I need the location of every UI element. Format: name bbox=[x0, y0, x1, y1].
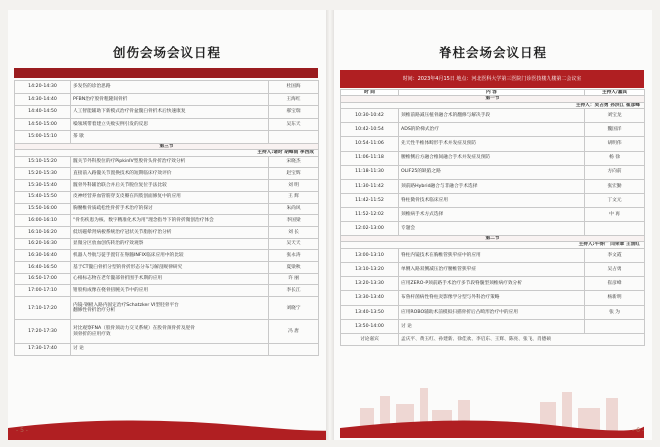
row-speaker: 杜国海 bbox=[269, 81, 319, 94]
row-topic: 髋骨外科辅治联合并后关节脱位复位手法比较 bbox=[71, 180, 269, 192]
row-time: 17:00-17:10 bbox=[15, 285, 71, 297]
row-topic: ADS的阶梯式治疗 bbox=[399, 123, 585, 137]
right-page bbox=[334, 10, 652, 440]
row-speaker: 李国梁 bbox=[269, 215, 319, 227]
row-time: 10:54-11:06 bbox=[341, 137, 399, 151]
row-speaker: 吴占勇 bbox=[585, 263, 645, 277]
schedule-row bbox=[15, 168, 319, 180]
schedule-row bbox=[15, 285, 319, 297]
row-speaker: 朱尚风 bbox=[269, 203, 319, 215]
schedule-row bbox=[15, 343, 319, 355]
row-speaker: 崔彦峰 bbox=[585, 277, 645, 291]
header-bar bbox=[14, 68, 318, 78]
schedule-row bbox=[341, 179, 645, 193]
row-speaker: 刘 长 bbox=[269, 226, 319, 238]
row-topic: PFBN治疗股骨粗隆间骨折 bbox=[71, 93, 269, 106]
page-number: - 5 - bbox=[16, 427, 28, 434]
row-topic: OLIF25的缺陷之路 bbox=[399, 165, 585, 179]
schedule-row bbox=[15, 250, 319, 262]
schedule-row bbox=[15, 238, 319, 250]
row-topic: 机器人导航与徒手置钉在脊髓INFIX临床应用中的比较 bbox=[71, 250, 269, 262]
row-speaker bbox=[269, 131, 319, 144]
row-topic: 内镜-钢板入路内固定治疗Schatzker VI型胫骨平台 翻修性骨折治疗分析 bbox=[71, 297, 269, 320]
row-topic: 颈椎病手术方式选择 bbox=[399, 207, 585, 221]
col-header-content: 内 容 bbox=[399, 90, 585, 96]
row-time: 11:30-11:42 bbox=[341, 179, 399, 193]
row-time: 12:02-13:00 bbox=[341, 221, 399, 235]
row-speaker: 刘宝龙 bbox=[585, 109, 645, 123]
decorative-swoosh bbox=[8, 410, 326, 440]
row-speaker: 张 为 bbox=[585, 305, 645, 319]
row-topic: 对比观察FNA（股骨颈动力交叉系统）在股骨颈骨折及胫骨 颈骨折的应用疗效 bbox=[71, 320, 269, 343]
discussion-label: 讨论嘉宾 bbox=[341, 334, 399, 346]
row-time: 16:20-16:30 bbox=[15, 238, 71, 250]
row-speaker bbox=[585, 319, 645, 333]
row-time: 13:30-13:40 bbox=[341, 291, 399, 305]
row-topic: 先天性半椎体畸形手术并发症及预防 bbox=[399, 137, 585, 151]
row-topic: 直接前入路髋关节置换技术的短期临床疗效评价 bbox=[71, 168, 269, 180]
row-topic: 胸腰椎骨质疏松性骨折手术治疗的探讨 bbox=[71, 203, 269, 215]
row-speaker: 夏梁秋 bbox=[269, 261, 319, 273]
row-time: 10:42-10:54 bbox=[341, 123, 399, 137]
row-time: 17:20-17:30 bbox=[15, 320, 71, 343]
row-topic: 颈前路Hybrid融合与非融合手术选择 bbox=[399, 179, 585, 193]
schedule-row bbox=[341, 165, 645, 179]
section-chairs: 主持人:诸时 胡峰雨 李西成 bbox=[15, 150, 319, 156]
schedule-row bbox=[15, 93, 319, 106]
venue-banner bbox=[340, 70, 644, 88]
schedule-row bbox=[15, 106, 319, 119]
row-speaker: 宋晓杰 bbox=[269, 156, 319, 168]
row-speaker: 王海红 bbox=[269, 93, 319, 106]
schedule-row bbox=[341, 151, 645, 165]
row-time: 13:00-13:10 bbox=[341, 248, 399, 262]
row-time: 14:30-14:40 bbox=[15, 93, 71, 106]
schedule-row bbox=[15, 320, 319, 343]
schedule-row bbox=[341, 248, 645, 262]
row-topic: 专题会 bbox=[399, 221, 585, 235]
section-chairs: 主持人:牛得广 闫荣章 王清红 bbox=[341, 242, 645, 248]
row-time: 14:40-14:50 bbox=[15, 106, 71, 119]
row-topic: 应用ROBO辅助术前模拟扫描骨折后凸畸形治疗中的应用 bbox=[399, 305, 585, 319]
row-speaker: 胡明伟 bbox=[585, 137, 645, 151]
row-speaker: 李文霞 bbox=[585, 248, 645, 262]
row-speaker: 吴天天 bbox=[269, 238, 319, 250]
left-page bbox=[8, 10, 326, 440]
row-time: 14:20-14:30 bbox=[15, 81, 71, 94]
row-time: 16:40-16:50 bbox=[15, 261, 71, 273]
section-heading: 第二节 bbox=[341, 236, 645, 242]
schedule-row bbox=[15, 118, 319, 131]
schedule-row bbox=[15, 215, 319, 227]
section-heading: 第一节 bbox=[341, 96, 645, 102]
row-time: 16:00-16:10 bbox=[15, 215, 71, 227]
row-speaker: 杨 徐 bbox=[585, 151, 645, 165]
schedule-row bbox=[341, 193, 645, 207]
row-speaker bbox=[585, 221, 645, 235]
row-speaker bbox=[269, 343, 319, 355]
schedule-row bbox=[341, 277, 645, 291]
row-speaker: 刘 明 bbox=[269, 180, 319, 192]
schedule-row bbox=[341, 207, 645, 221]
row-speaker: 魏国洋 bbox=[585, 123, 645, 137]
row-speaker: 赵宝辉 bbox=[269, 168, 319, 180]
page-title-trauma: 创伤会场会议日程 bbox=[112, 45, 221, 60]
spine-schedule-table bbox=[340, 89, 645, 346]
schedule-row bbox=[15, 81, 319, 94]
row-time: 13:40-13:50 bbox=[341, 305, 399, 319]
row-time: 11:42-11:52 bbox=[341, 193, 399, 207]
decorative-skyline bbox=[340, 378, 644, 438]
row-speaker: 王 辉 bbox=[269, 191, 319, 203]
schedule-row bbox=[341, 109, 645, 123]
row-topic: 低切磁晕肾病板系统治疗冠状关节脂肪疗治分析 bbox=[71, 226, 269, 238]
row-topic: 钳股构成像在桡骨扭腕关节中的应用 bbox=[71, 285, 269, 297]
schedule-row bbox=[15, 261, 319, 273]
row-topic: 布鲁杆菌病性脊柱炎影像学分型与外科治疗策略 bbox=[399, 291, 585, 305]
row-speaker: 方向前 bbox=[585, 165, 645, 179]
venue-banner-text: 时间：2023年4月15日 地点：河北医科大学第三医院门诊医技楼九楼第二会议室 bbox=[402, 76, 582, 82]
section-heading: 第三节 bbox=[15, 143, 319, 149]
discussion-guests: 孟庆平、黄玉红、孙建新、徐佳欢、李启东、王辉、陈亮、张飞、肖德硕 bbox=[399, 334, 645, 346]
row-speaker: 张永涛 bbox=[269, 250, 319, 262]
row-time: 15:10-15:20 bbox=[15, 156, 71, 168]
col-header-speaker: 主持人/嘉宾 bbox=[585, 90, 645, 96]
schedule-row bbox=[15, 203, 319, 215]
schedule-row bbox=[15, 273, 319, 285]
row-speaker: 李长江 bbox=[269, 285, 319, 297]
row-speaker: 吴东天 bbox=[269, 118, 319, 131]
row-time: 15:20-15:30 bbox=[15, 168, 71, 180]
row-time: 15:30-15:40 bbox=[15, 180, 71, 192]
row-time: 16:30-16:40 bbox=[15, 250, 71, 262]
row-time: 16:10-16:20 bbox=[15, 226, 71, 238]
row-topic: 脊柱微骨技术临床应用 bbox=[399, 193, 585, 207]
schedule-row bbox=[341, 137, 645, 151]
row-topic: 髋关节外科股位的疗PipkinIV型股骨头骨折治疗效分析 bbox=[71, 156, 269, 168]
row-time: 13:50-14:00 bbox=[341, 319, 399, 333]
schedule-row bbox=[341, 263, 645, 277]
row-time: 14:50-15:00 bbox=[15, 118, 71, 131]
row-topic: 茶 歇 bbox=[71, 131, 269, 144]
row-speaker: 刘晓宁 bbox=[269, 297, 319, 320]
schedule-row bbox=[15, 297, 319, 320]
row-speaker: 中 再 bbox=[585, 207, 645, 221]
schedule-row bbox=[341, 221, 645, 235]
schedule-row bbox=[341, 305, 645, 319]
schedule-row bbox=[15, 191, 319, 203]
row-topic: 基于CT髋臼骨折分型的骨折形态分布与解剖规律研究 bbox=[71, 261, 269, 273]
page-number: - 6 - bbox=[632, 427, 644, 434]
row-speaker: 许 丽 bbox=[269, 273, 319, 285]
row-topic: 噪领域带着建立失败实例引发的反思 bbox=[71, 118, 269, 131]
schedule-row bbox=[341, 123, 645, 137]
row-topic: “骨伤疾患为核、数字精准化术为用”理念指导下的骨折微创治疗体会 bbox=[71, 215, 269, 227]
row-time: 13:20-13:30 bbox=[341, 277, 399, 291]
row-time: 17:10-17:20 bbox=[15, 297, 71, 320]
schedule-row bbox=[341, 319, 645, 333]
row-topic: 脊柱内镜技术在胸椎管狭窄症中的应用 bbox=[399, 248, 585, 262]
row-time: 15:00-15:10 bbox=[15, 131, 71, 144]
trauma-schedule-table bbox=[14, 80, 319, 356]
row-time: 15:50-16:00 bbox=[15, 203, 71, 215]
row-topic: 腰椎侧后方融合椎间融合手术并发症及预防 bbox=[399, 151, 585, 165]
row-topic: 心相标志物在老年髋部骨折围手术期的应用 bbox=[71, 273, 269, 285]
page-title-spine: 脊柱会场会议日程 bbox=[438, 45, 547, 60]
book-spine bbox=[326, 10, 334, 440]
row-time: 10:30-10:42 bbox=[341, 109, 399, 123]
schedule-row bbox=[15, 156, 319, 168]
row-time: 17:30-17:40 bbox=[15, 343, 71, 355]
row-time: 11:52-12:02 bbox=[341, 207, 399, 221]
row-topic: 显微分区放血创伤转治的疗效观察 bbox=[71, 238, 269, 250]
row-topic: 多发伤的诊治思路 bbox=[71, 81, 269, 94]
row-speaker: 张宏勤 bbox=[585, 179, 645, 193]
row-time: 13:10-13:20 bbox=[341, 263, 399, 277]
row-speaker: 冯 唐 bbox=[269, 320, 319, 343]
row-time: 11:06-11:18 bbox=[341, 151, 399, 165]
row-topic: 颈椎前路减压植骨融合术的翻修与解决手段 bbox=[399, 109, 585, 123]
row-speaker: 杨新明 bbox=[585, 291, 645, 305]
row-time: 15:40-15:50 bbox=[15, 191, 71, 203]
row-speaker: 丁文元 bbox=[585, 193, 645, 207]
row-time: 16:50-17:00 bbox=[15, 273, 71, 285]
row-topic: 讨 论 bbox=[71, 343, 269, 355]
schedule-row bbox=[15, 226, 319, 238]
row-time: 11:18-11:30 bbox=[341, 165, 399, 179]
row-topic: 单侧入路双侧减压治疗腰椎管狭窄症 bbox=[399, 263, 585, 277]
section-chairs: 主持人：吴占勇 孙洪江 崔彦峰 bbox=[341, 102, 645, 108]
col-header-time: 时 间 bbox=[341, 90, 399, 96]
schedule-row bbox=[341, 291, 645, 305]
schedule-row bbox=[15, 180, 319, 192]
row-speaker: 郝宝瑞 bbox=[269, 106, 319, 119]
schedule-row bbox=[15, 131, 319, 144]
row-topic: 皮神经营养血管筋穿支皮瓣在四肢创面修复中的应用 bbox=[71, 191, 269, 203]
row-topic: 讨 论 bbox=[399, 319, 585, 333]
row-topic: 人工智能辅助下新模式治疗骨盆髋臼骨折术后快速康复 bbox=[71, 106, 269, 119]
row-topic: 应用ZERO-P颈前路手术治疗多节段脊髓型颈椎病疗效分析 bbox=[399, 277, 585, 291]
